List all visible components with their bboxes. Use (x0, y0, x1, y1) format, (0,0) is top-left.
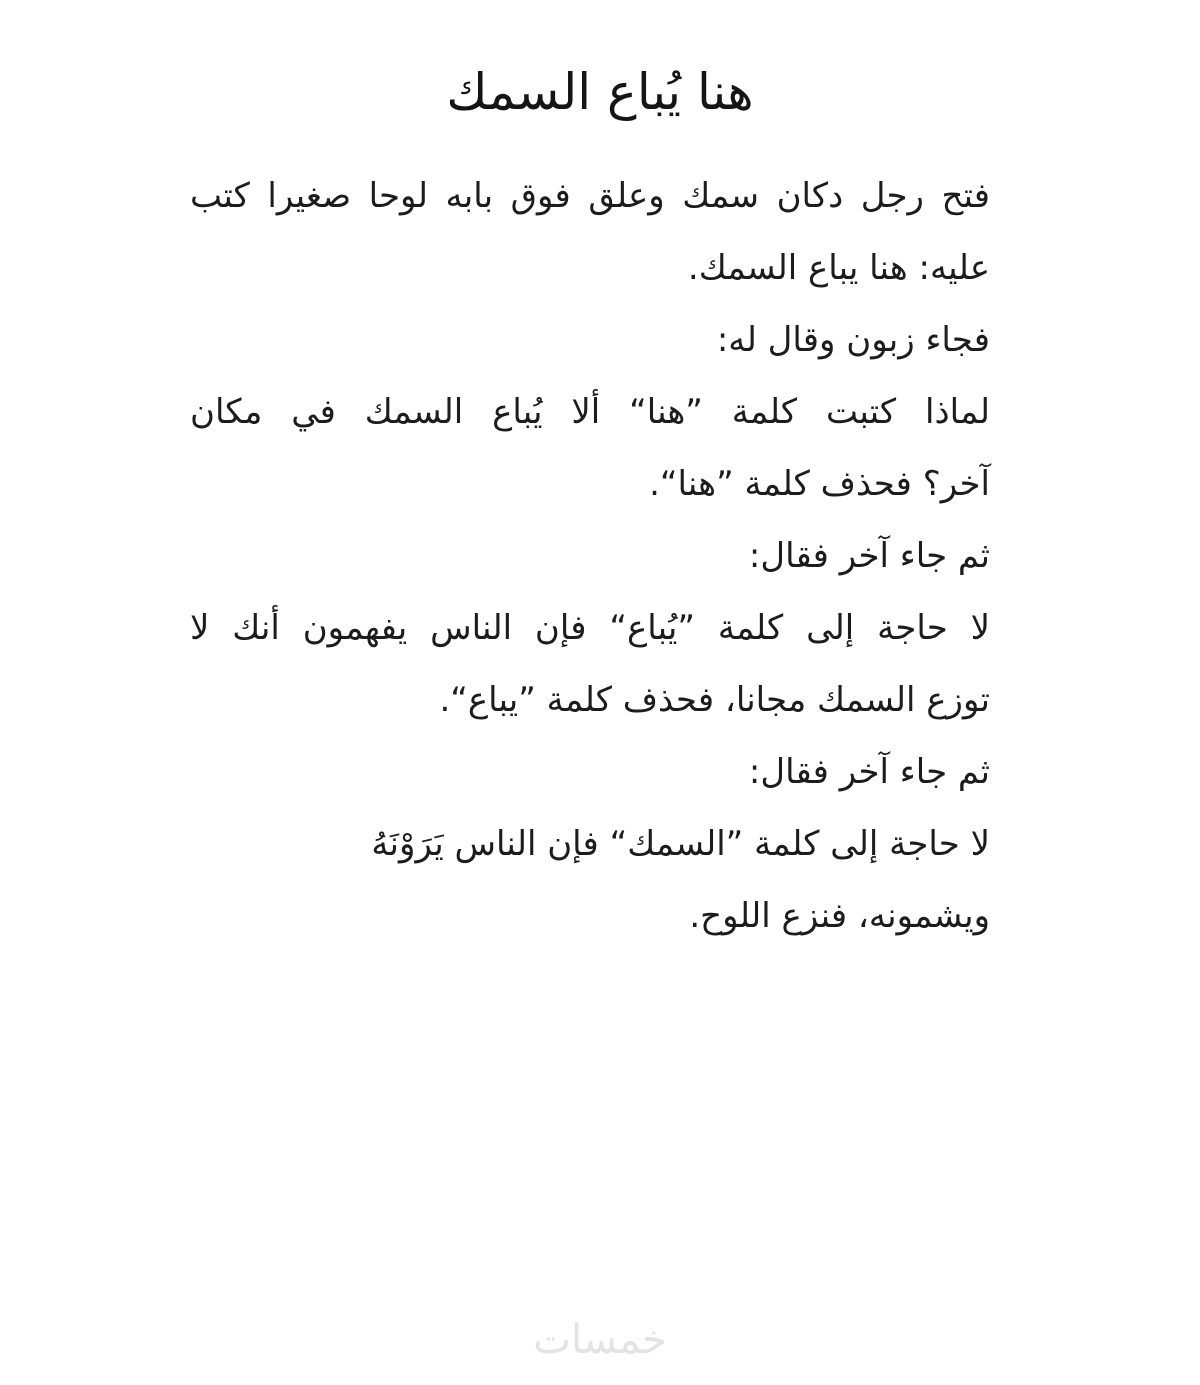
story-line-2: عليه: هنا يباع السمك. (687, 248, 990, 288)
story-line-7: لا حاجة إلى كلمة ”يُباع“ فإن الناس يفهمون أنك لا (190, 608, 990, 648)
story-line-1: فتح رجل دكان سمك وعلق فوق بابه لوحا صغيرا كتب (190, 176, 990, 216)
story-line-5: آخر؟ فحذف كلمة ”هنا“. (649, 464, 990, 504)
story-line-8: توزع السمك مجانا، فحذف كلمة ”يباع“. (439, 680, 990, 720)
story-line-10: لا حاجة إلى كلمة ”السمك“ فإن الناس يَرَوْنَهُ (371, 824, 990, 864)
story-line-9: ثم جاء آخر فقال: (748, 752, 990, 792)
watermark-logo: خمسات (533, 1317, 667, 1363)
story-line-6: ثم جاء آخر فقال: (748, 536, 990, 576)
story-body (190, 160, 990, 952)
story-line-11: ويشمونه، فنزع اللوح. (689, 896, 990, 936)
page-title: هنا يُباع السمك (446, 63, 754, 121)
story-line-4: لماذا كتبت كلمة ”هنا“ ألا يُباع السمك في مكان (190, 392, 990, 432)
story-line-3: فجاء زبون وقال له: (716, 320, 990, 360)
